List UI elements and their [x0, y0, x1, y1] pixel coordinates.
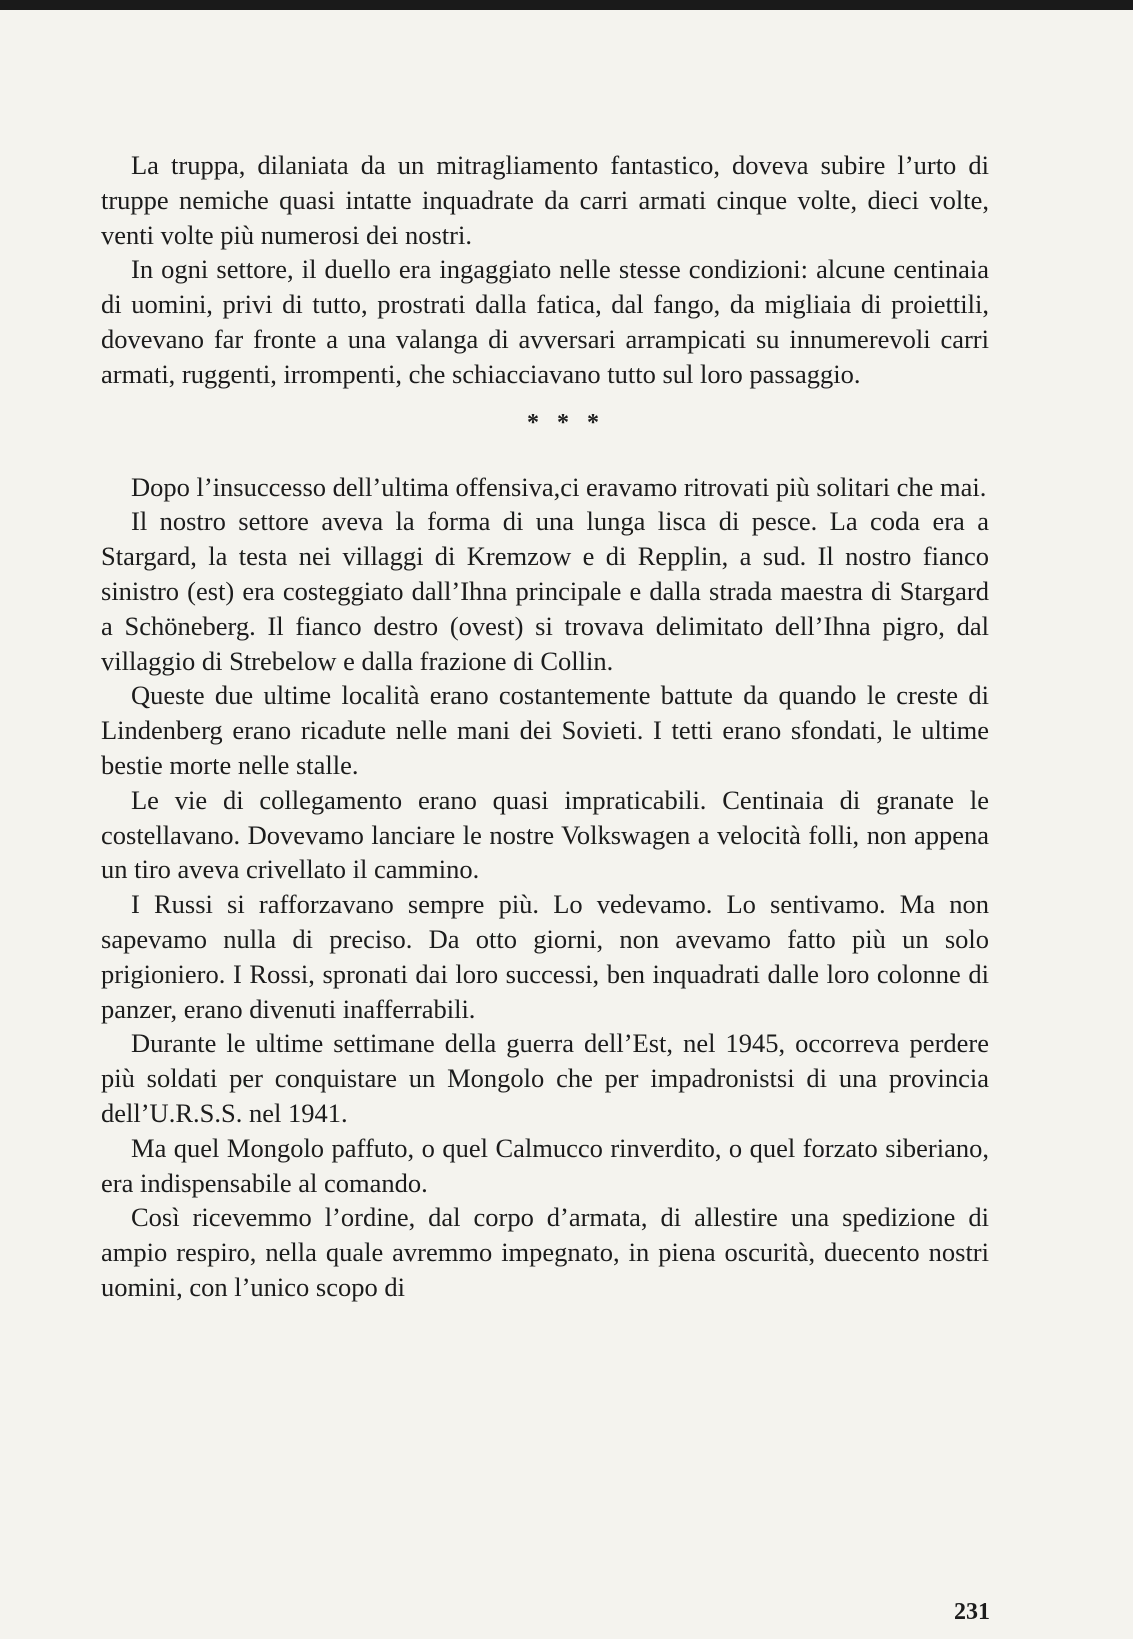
- paragraph-2: In ogni settore, il duello era ingaggiato nelle stesse condizioni: alcune centinaia di uomini, privi di tutto, prostrati dalla fatica, dal fango, da migliaia di proiettili, dovevano far fronte a una valanga di avversari arrampicati su innumerevoli carri armati, ruggenti, irrompenti, che schiacciavano tutto sul loro passaggio.: [101, 254, 989, 389]
- paragraph-1: La truppa, dilaniata da un mitragliamento fantastico, doveva subire l’urto di truppe nemiche quasi intatte inquadrate da carri armati cinque volte, dieci volte, venti volte più numerosi dei nostri.: [101, 150, 989, 250]
- section-break-asterisks: * * *: [527, 409, 605, 436]
- page-number: 231: [954, 1599, 990, 1625]
- paragraph-9: Ma quel Mongolo paffuto, o quel Calmucco rinverdito, o quel forzato siberiano, era indispensabile al comando.: [101, 1132, 989, 1198]
- page-body: [101, 148, 989, 1305]
- paragraph-10: Così ricevemmo l’ordine, dal corpo d’armata, di allestire una spedizione di ampio respiro, nella quale avremmo impegnato, in piena oscurità, duecento nostri uomini, con l’unico scopo di: [101, 1202, 989, 1302]
- paragraph-3: Dopo l’insuccesso dell’ultima offensiva,ci eravamo ritrovati più solitari che mai.: [131, 471, 987, 502]
- paragraph-4: Il nostro settore aveva la forma di una lunga lisca di pesce. La coda era a Stargard, la testa nei villaggi di Kremzow e di Repplin, a sud. Il nostro fianco sinistro (est) era costeggiato dall’Ihna principale e dalla strada maestra di Stargard a Schöneberg. Il fianco destro (ovest) si trovava delimitato dell’Ihna pigro, dal villaggio di Strebelow e dalla frazione di Collin.: [101, 506, 989, 676]
- paragraph-5: Queste due ultime località erano costantemente battute da quando le creste di Lindenberg erano ricadute nelle mani dei Sovieti. I tetti erano sfondati, le ultime bestie morte nelle stalle.: [101, 680, 989, 780]
- top-border-rule: [0, 0, 1133, 10]
- paragraph-8: Durante le ultime settimane della guerra dell’Est, nel 1945, occorreva perdere più soldati per conquistare un Mongolo che per impadronistsi di una provincia dell’U.R.S.S. nel 1941.: [101, 1028, 989, 1128]
- paragraph-6: Le vie di collegamento erano quasi impraticabili. Centinaia di granate le costellavano. Dovevamo lanciare le nostre Volkswagen a velocità folli, non appena un tiro aveva crivellato il cammino.: [101, 784, 989, 885]
- paragraph-7: I Russi si rafforzavano sempre più. Lo vedevamo. Lo sentivamo. Ma non sapevamo nulla di preciso. Da otto giorni, non avevamo fatto più un solo prigioniero. I Rossi, spronati dai loro successi, ben inquadrati dalle loro colonne di panzer, erano divenuti inafferrabili.: [101, 889, 989, 1024]
